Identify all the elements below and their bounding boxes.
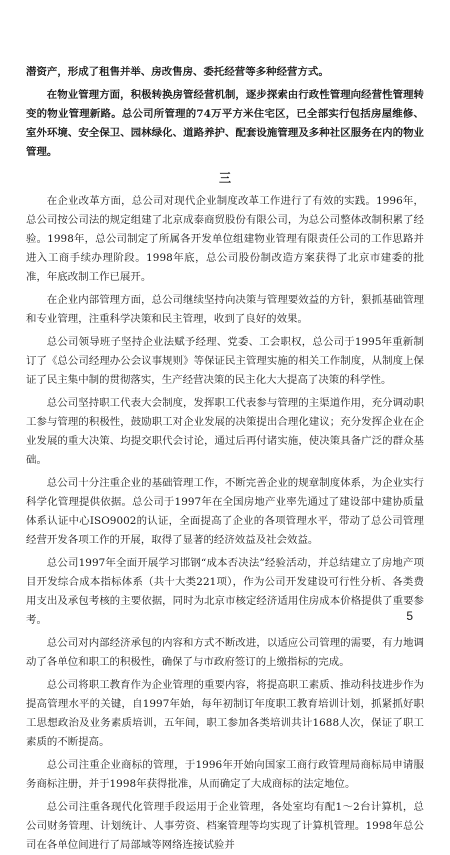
paragraph-property-management: 在物业管理方面，积极转换房管经营机制，逐步探索由行政性管理向经营性管理转变的物业管理新路。总公司所管理的74万平方米住宅区，已全部实行包括房屋维修、室外环境、安全保卫、园林绿化、道路养护、配套设施管理及多种社区服务在内的物业管理。 (26, 89, 424, 158)
section-heading: 三 (218, 171, 231, 185)
paragraph-internal-management: 在企业内部管理方面，总公司继续坚持向决策与管理要效益的方针，狠抓基础管理和专业管理，注重科学决策和民主管理，收到了良好的效果。 (26, 294, 424, 325)
paragraph-workers-congress: 总公司坚持职工代表大会制度，发挥职工代表参与管理的主渠道作用，充分调动职工参与管理的积极性，鼓励职工对企业发展的决策提出合理化建议；充分发挥企业在企业发展的重大决策、均提交职代会讨论，通过后再付诸实施，使决策具备广泛的群众基础。 (26, 397, 424, 466)
page-number: 5 (406, 609, 413, 623)
paragraph-staff-education: 总公司将职工教育作为企业管理的重要内容，将提高职工素质、推动科技进步作为提高管理水平的关键，自1997年始，每年初制订年度职工教育培训计划，抓紧抓好职工思想政治及业务素质培训，五年间，职工参加各类培训共计1688人次，保证了职工素质的不断提高。 (26, 679, 424, 748)
paragraph-iso9002: 总公司十分注重企业的基础管理工作，不断完善企业的规章制度体系，为企业实行科学化管理提供依据。总公司于1997年在全国房地产业率先通过了建设部中建协质量体系认证中心ISO9002的认证，全面提高了企业的各项管理水平，带动了总公司管理经营开发各项工作的开展，取得了显著的经济效益及社会效益。 (26, 477, 424, 546)
paragraph-leadership-rules: 总公司领导班子坚持企业法赋予经理、党委、工会职权，总公司于1995年重新制订了《总公司经理办公会议事规则》等保证民主管理实施的相关工作制度，从制度上保证了民主集中制的贯彻落实，生产经营决策的民主化大大提高了决策的科学性。 (26, 336, 424, 386)
paragraph-enterprise-reform: 在企业改革方面，总公司对现代企业制度改革工作进行了有效的实践。1996年，总公司按公司法的规定组建了北京成泰商贸股份有限公司，为总公司整体改制积累了经验。1998年，总公司制定了所属各开发单位组建物业管理有限责任公司的工作思路并进入工商手续办理阶段。1998年底，总公司股份制改造方案获得了北京市建委的批准，年底改制工作已展开。 (26, 195, 424, 283)
paragraph-continuation: 潜资产，形成了租售并举、房改售房、委托经营等多种经营方式。 (26, 66, 329, 78)
paragraph-trademark: 总公司注重企业商标的管理，于1996年开始向国家工商行政管理局商标局申请服务商标注册，并于1998年获得批准，从而确定了大成商标的法定地位。 (26, 759, 424, 790)
paragraph-computerization: 总公司注重各现代化管理手段运用于企业管理，各处室均有配1～2台计算机，总公司财务管理、计划统计、人事劳资、档案管理等均实现了计算机管理。1998年总公司在各单位间进行了局部域等网络连接试验并 (26, 801, 424, 851)
paragraph-cost-control: 总公司1997年全面开展学习邯钢“成本否决法”经验活动，并总结建立了房地产项目开发综合成本指标体系（共十大类221项），作为公司开发建设可行性分析、各类费用支出及承包考核的主要依据，同时为北京市核定经济适用住房成本价格提供了重要参考。 (26, 557, 424, 626)
paragraph-internal-contract: 总公司对内部经济承包的内容和方式不断改进，以适应公司管理的需要，有力地调动了各单位和职工的积极性，确保了与市政府签订的上缴指标的完成。 (26, 637, 424, 668)
